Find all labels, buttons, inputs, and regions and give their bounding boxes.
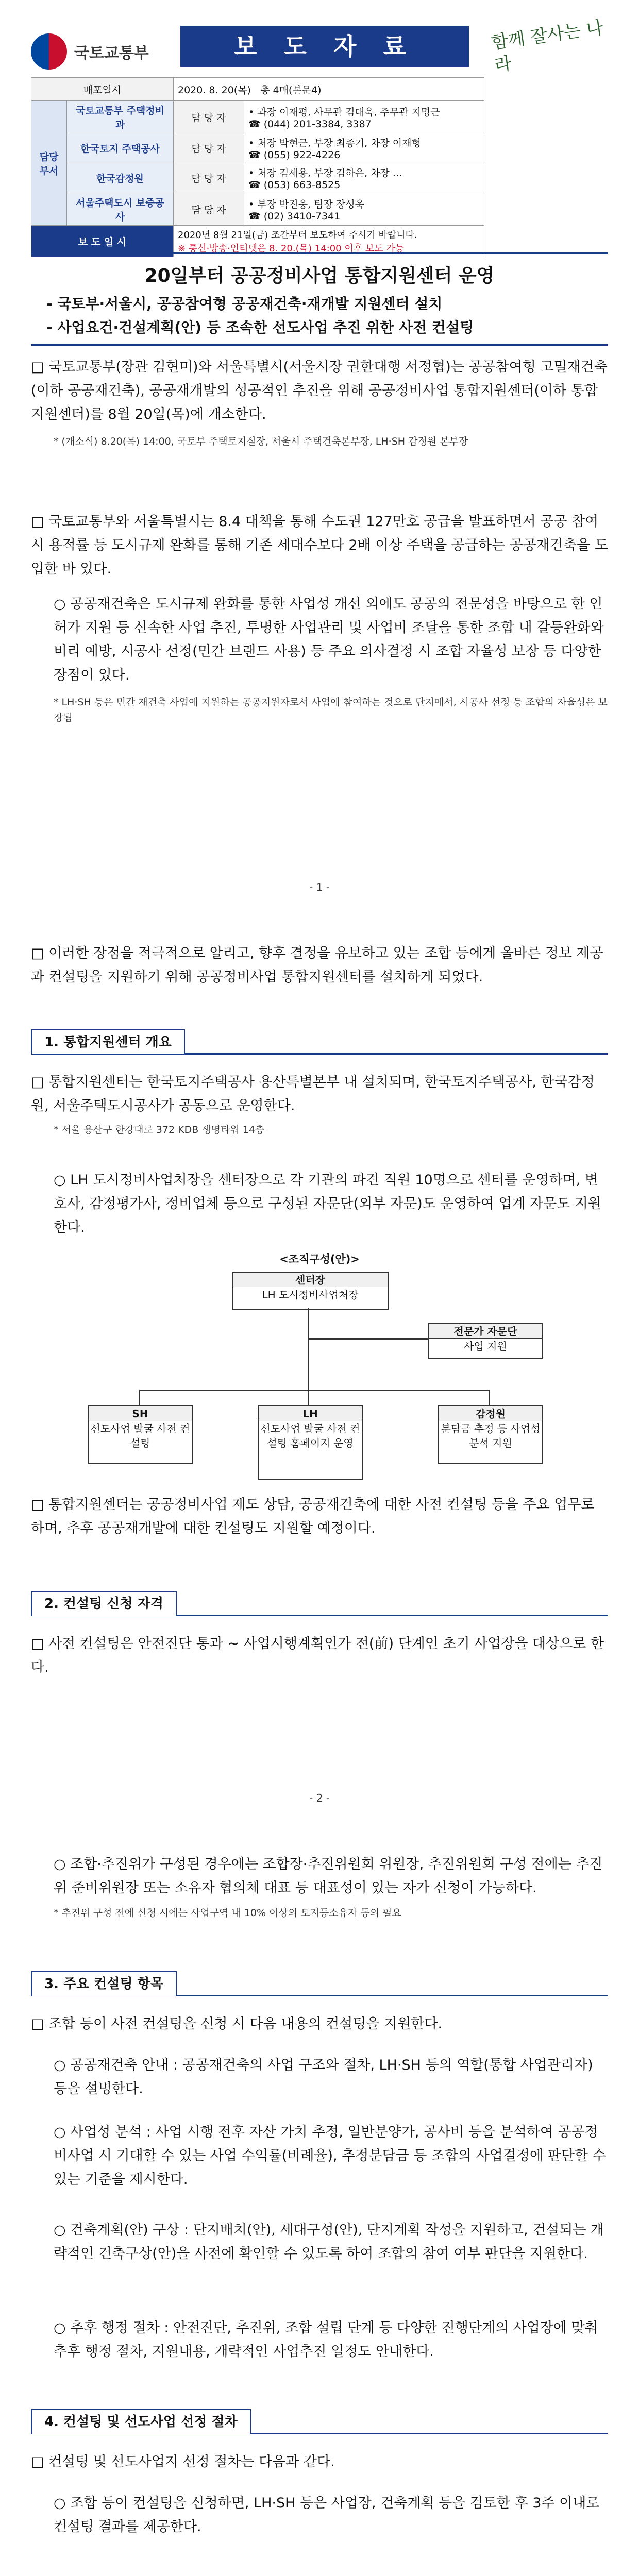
tel-0: ☎ (044) 201-3384, 3387 bbox=[248, 118, 372, 130]
people-2: • 처장 김세용, 부장 김하은, 차장 … bbox=[248, 167, 402, 179]
embargo-sub: ※ 통신·방송·인터넷은 8. 20.(목) 14:00 이후 보도 가능 bbox=[178, 243, 405, 254]
paragraph bbox=[31, 2450, 608, 2474]
org-line bbox=[308, 1308, 309, 1390]
section-title: 4. 컨설팅 및 선도사업 선정 절차 bbox=[31, 2409, 251, 2434]
org-ka bbox=[438, 1405, 543, 1464]
org-chart-title: <조직구성(안)> bbox=[279, 1253, 360, 1265]
press-header bbox=[31, 17, 608, 254]
paragraph bbox=[31, 2218, 610, 2266]
paragraph bbox=[31, 2316, 610, 2364]
footnote: * 서울 용산구 한강대로 372 KDB 생명타워 14층 bbox=[54, 1124, 265, 1136]
people-1: • 처장 박현근, 부장 최종기, 차장 이재형 bbox=[248, 138, 421, 149]
page-2 bbox=[0, 911, 639, 1822]
ministry-logo bbox=[31, 21, 165, 82]
section-title: 2. 컨설팅 신청 자격 bbox=[31, 1591, 177, 1616]
section-heading bbox=[31, 1971, 608, 1996]
section-heading bbox=[31, 2409, 608, 2434]
section-heading bbox=[31, 1591, 608, 1616]
body-text: □ 이러한 장점을 적극적으로 알리고, 향후 결정을 유보하고 있는 조합 등에게 올바른 정보 제공과 컨설팅을 지원하기 위해 공공정비사업 통합지원센터를 설치하게 되었다. bbox=[31, 945, 603, 985]
body-text: □ 통합지원센터는 공공정비사업 제도 상담, 공공재건축에 대한 사전 컨설팅 등을 주요 업무로 하며, 추후 공공재개발에 대한 컨설팅도 지원할 예정이다. bbox=[31, 1497, 595, 1536]
org-lh bbox=[258, 1405, 363, 1480]
paragraph bbox=[31, 592, 610, 725]
body-text: ○ 추후 행정 절차 : 안전진단, 추진위, 조합 설립 단계 등 다양한 진행단계의 사업장에 맞춰 추후 행정 절차, 지원내용, 개략적인 사업추진 일정도 안내한다. bbox=[54, 2320, 598, 2360]
dept-3: 서울주택도시 보증공사 bbox=[67, 193, 174, 226]
body-text: □ 조합 등이 사전 컨설팅을 신청 시 다음 내용의 컨설팅을 지원한다. bbox=[31, 2016, 443, 2032]
ministry-name: 국토교통부 bbox=[74, 44, 149, 62]
body-text: □ 컨설팅 및 선도사업지 선정 절차는 다음과 같다. bbox=[31, 2454, 335, 2470]
org-sh bbox=[88, 1405, 193, 1464]
page-1 bbox=[0, 0, 639, 911]
org-advisory bbox=[428, 1323, 543, 1359]
footnote: * 추진위 구성 전에 신청 시에는 사업구역 내 10% 이상의 토지등소유자 동의 필요 bbox=[54, 1907, 401, 1919]
dept-1: 한국토지 주택공사 bbox=[67, 133, 174, 163]
role-1: 담 당 자 bbox=[174, 133, 244, 163]
taegeuk-emblem-icon bbox=[31, 33, 67, 70]
people-0: • 과장 이재평, 사무관 김대욱, 주무관 지명근 bbox=[248, 106, 440, 118]
release-info bbox=[31, 77, 484, 257]
role-3: 담 당 자 bbox=[174, 193, 244, 226]
body-text: ○ 사업성 분석 : 사업 시행 전후 자산 가치 추정, 일반분양가, 공사비 등을 분석하여 공공정비사업 시 기대할 수 있는 사업 수익률(비례율), 추정분담금 등 조합의 사업결정에 판단할 수 있는 기준을 제시한다. bbox=[54, 2124, 606, 2188]
role-2: 담 당 자 bbox=[174, 163, 244, 193]
body-text: ○ LH 도시정비사업처장을 센터장으로 각 기관의 파견 직원 10명으로 센터를 운영하며, 변호사, 감정평가사, 정비업체 등으로 구성된 자문단(외부 자문)도 운영하여 업계 자문도 지원한다. bbox=[54, 1172, 602, 1235]
paragraph bbox=[31, 1632, 608, 1680]
subheadline-2: - 사업요건·건설계획(안) 등 조속한 선도사업 추진 위한 사전 컨설팅 bbox=[46, 319, 474, 336]
dept-0: 국토교통부 주택정비과 bbox=[67, 101, 174, 133]
release-date: 2020. 8. 20(목) bbox=[178, 84, 251, 96]
org-line bbox=[139, 1390, 140, 1405]
page-number: - 1 - bbox=[309, 881, 330, 893]
org-sh-sub: 선도사업 발굴 사전 컨설팅 bbox=[90, 1422, 190, 1449]
org-center bbox=[232, 1272, 389, 1310]
subheadline-1: - 국토부·서울시, 공공참여형 공공재건축·재개발 지원센터 설치 bbox=[46, 295, 443, 312]
paragraph bbox=[31, 510, 608, 581]
dangdang-label: 담당부서 bbox=[31, 101, 67, 226]
body-text: ○ 조합 등이 컨설팅을 신청하면, LH·SH 등은 사업장, 건축계획 등을 검토한 후 3주 이내로 컨설팅 결과를 제공한다. bbox=[54, 2495, 600, 2535]
paragraph bbox=[31, 2492, 610, 2539]
org-line bbox=[309, 1338, 428, 1340]
org-sh-title: SH bbox=[89, 1406, 192, 1421]
people-3: • 부장 박진웅, 팀장 장성욱 bbox=[248, 198, 364, 210]
org-ka-title: 감정원 bbox=[439, 1406, 542, 1421]
headline-box bbox=[31, 252, 608, 346]
body-text: □ 국토교통부(장관 김현미)와 서울특별시(서울시장 권한대행 서정협)는 공공참여형 고밀재건축(이하 공공재건축), 공공재개발의 성공적인 추진을 위해 공공정비사업 통합지원센터(이하 통합지원센터)를 8월 20일(목)에 개소한다. bbox=[31, 359, 608, 422]
paragraph bbox=[31, 2012, 608, 2036]
org-lh-title: LH bbox=[259, 1406, 362, 1421]
footnote: * (개소식) 8.20(목) 14:00, 국토부 주택토지실장, 서울시 주택건축본부장, LH·SH 감정원 본부장 bbox=[54, 436, 468, 447]
org-line bbox=[489, 1390, 490, 1405]
tel-2: ☎ (053) 663-8525 bbox=[248, 179, 341, 191]
org-advisory-title: 전문가 자문단 bbox=[429, 1324, 542, 1339]
org-lh-sub: 선도사업 발굴 사전 컨설팅 홈페이지 운영 bbox=[260, 1422, 360, 1449]
section-title: 3. 주요 컨설팅 항목 bbox=[31, 1971, 177, 1996]
paragraph bbox=[31, 1168, 610, 1240]
page-3 bbox=[0, 1822, 639, 2576]
role-0: 담 당 자 bbox=[174, 101, 244, 133]
org-advisory-sub: 사업 지원 bbox=[464, 1340, 507, 1352]
org-center-sub: LH 도시정비사업처장 bbox=[262, 1289, 359, 1301]
paragraph bbox=[31, 355, 608, 449]
body-text: □ 통합지원센터는 한국토지주택공사 용산특별본부 내 설치되며, 한국토지주택공사, 한국감정원, 서울주택도시공사가 공동으로 운영한다. bbox=[31, 1074, 595, 1114]
body-text: ○ 건축계획(안) 구상 : 단지배치(안), 세대구성(안), 단지계획 작성을 지원하고, 건설되는 개략적인 건축구상(안)을 사전에 확인할 수 있도록 하여 조합의 참여 여부 판단을 지원한다. bbox=[54, 2222, 604, 2262]
paragraph bbox=[31, 1071, 608, 1138]
contact-table bbox=[31, 77, 484, 257]
embargo-text: 2020년 8월 21일(금) 조간부터 보도하여 주시기 바랍니다. bbox=[178, 230, 417, 241]
paragraph bbox=[31, 2054, 610, 2101]
section-heading bbox=[31, 1029, 608, 1055]
org-center-title: 센터장 bbox=[233, 1273, 388, 1287]
release-pages: 총 4매(본문4) bbox=[260, 84, 322, 96]
paragraph bbox=[31, 1493, 608, 1540]
body-text: ○ 공공재건축 안내 : 공공재건축의 사업 구조와 절차, LH·SH 등의 역할(통합 사업관리자) 등을 설명한다. bbox=[54, 2057, 593, 2097]
paragraph bbox=[31, 1853, 610, 1921]
slogan-logo: 함께 잘사는 나라 bbox=[490, 17, 605, 76]
footnote: * LH·SH 등은 민간 재건축 사업에 지원하는 공공지원자로서 사업에 참여하는 것으로 단지에서, 시공사 선정 등 조합의 자율성은 보장됨 bbox=[54, 697, 608, 723]
press-release-banner: 보 도 자 료 bbox=[180, 26, 469, 67]
paragraph bbox=[31, 942, 608, 989]
org-line bbox=[139, 1390, 490, 1391]
embargo-label: 보 도 일 시 bbox=[31, 226, 174, 257]
tel-3: ☎ (02) 3410-7341 bbox=[248, 210, 341, 222]
dept-2: 한국감정원 bbox=[67, 163, 174, 193]
release-label: 배포일시 bbox=[31, 78, 174, 101]
headline: 20일부터 공공정비사업 통합지원센터 운영 bbox=[144, 265, 495, 286]
org-line bbox=[308, 1390, 309, 1405]
org-ka-sub: 분담금 추정 등 사업성 분석 지원 bbox=[441, 1422, 541, 1449]
body-text: □ 사전 컨설팅은 안전진단 통과 ~ 사업시행계획인가 전(前) 단계인 초기 사업장을 대상으로 한다. bbox=[31, 1636, 604, 1675]
paragraph bbox=[31, 2121, 610, 2192]
page-number: - 2 - bbox=[309, 1792, 330, 1804]
tel-1: ☎ (055) 922-4226 bbox=[248, 149, 341, 161]
body-text: □ 국토교통부와 서울특별시는 8.4 대책을 통해 수도권 127만호 공급을 발표하면서 공공 참여 시 용적률 등 도시규제 완화를 통해 기존 세대수보다 2배 이상 주택을 공급하는 공공재건축을 도입한 바 있다. bbox=[31, 514, 608, 577]
body-text: ○ 공공재건축은 도시규제 완화를 통한 사업성 개선 외에도 공공의 전문성을 바탕으로 한 인허가 지원 등 신속한 사업 추진, 투명한 사업관리 및 사업비 조달을 통한 조합 내 갈등완화와 비리 예방, 시공사 선정(민간 브랜드 사용) 등 주요 의사결정 시 조합 자율성 보장 등 다양한 장점이 있다. bbox=[54, 596, 604, 683]
body-text: ○ 조합·추진위가 구성된 경우에는 조합장·추진위원회 위원장, 추진위원회 구성 전에는 추진위 준비위원장 또는 소유자 협의체 대표 등 대표성이 있는 자가 신청이 가능하다. bbox=[54, 1856, 603, 1896]
section-title: 1. 통합지원센터 개요 bbox=[31, 1029, 185, 1054]
